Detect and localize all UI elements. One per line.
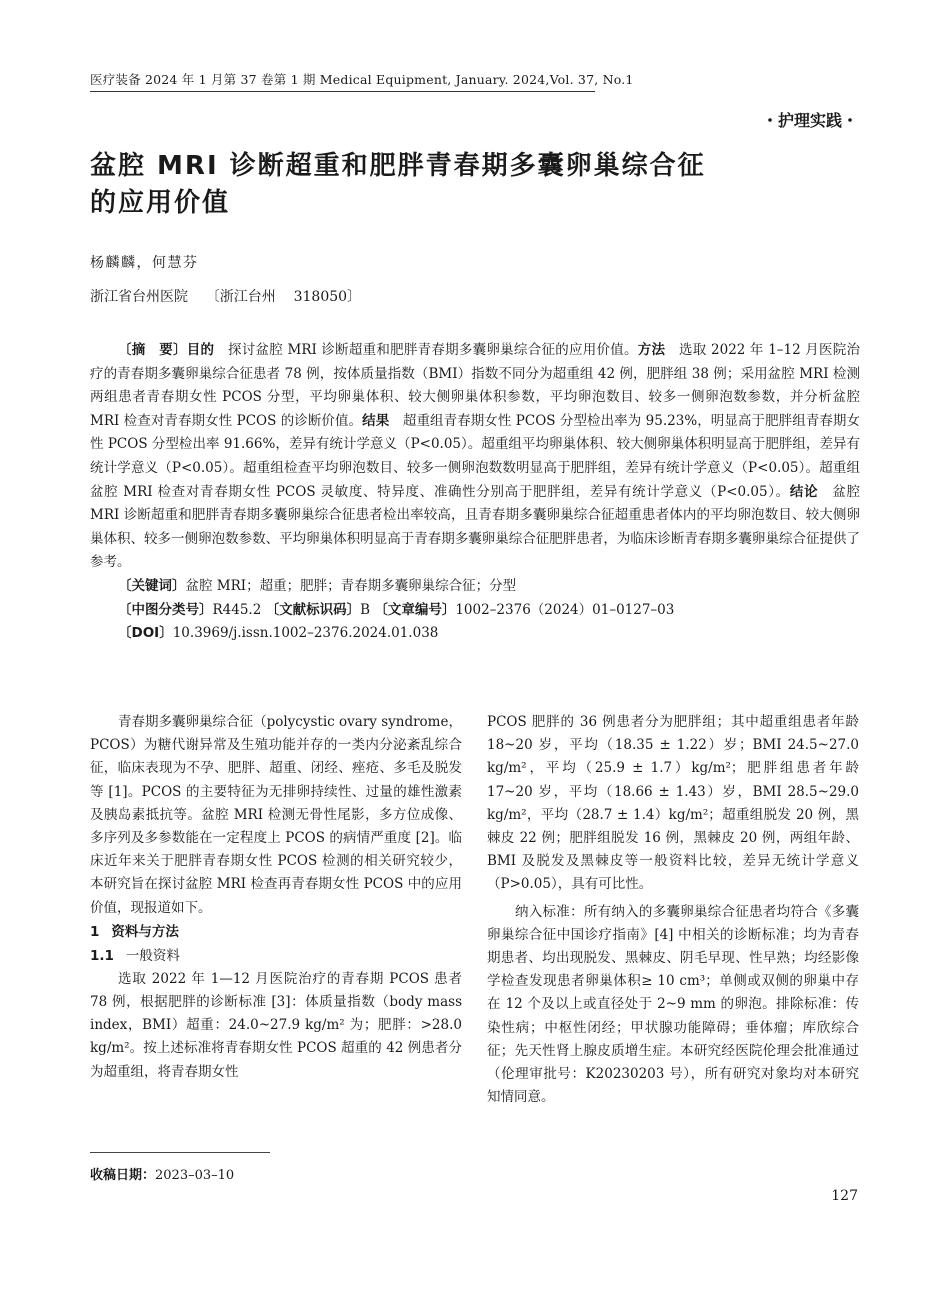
abstract-label: 〔摘 要〕目的 <box>118 342 215 358</box>
keywords: 盆腔 MRI；超重；肥胖；青春期多囊卵巢综合征；分型 <box>185 577 517 594</box>
title-line-2: 的应用价值 <box>90 188 231 218</box>
methods-paragraph: 选取 2022 年 1—12 月医院治疗的青春期 PCOS 患者 78 例，根据肥胖的诊断标准 [3]：体质量指数（body mass index，BMI）超重：24.0~27.9 kg/m² 为；肥胖：>28.0 kg/m²。按上述标准将青春期女性 PCOS 超重的 42 例患者分为超重组，将青春期女性 <box>90 970 462 1080</box>
doccode-value: B <box>360 601 371 618</box>
received-label: 收稿日期： <box>90 1168 156 1183</box>
doi-value: 10.3969/j.issn.1002–2376.2024.01.038 <box>172 625 439 642</box>
header-rule <box>90 91 595 92</box>
authors: 杨麟麟，何慧芬 <box>90 255 199 271</box>
abstract-methods: 选取 2022 年 1–12 月医院治疗的青春期多囊卵巢综合征患者 78 例，按体质量指数（BMI）指数不同分为超重组 42 例，肥胖组 38 例；采用盆腔 MRI 检测两组患者青春期女性 PCOS 分型，平均卵巢体积、较大侧卵巢体积参数，平均卵泡数目、较多一侧卵泡数参数，并分析盆腔 MRI 检查对青春期女性 PCOS 的诊断价值。 <box>90 342 861 429</box>
doccode-label: 〔文献标识码〕 <box>265 601 361 618</box>
title-line-1: 盆腔 MRI 诊断超重和肥胖青春期多囊卵巢综合征 <box>90 151 706 181</box>
criteria-paragraph: 纳入标准：所有纳入的多囊卵巢综合征患者均符合《多囊卵巢综合征中国诊疗指南》[4] 中相关的诊断标准；均为青春期患者、均出现脱发、黑棘皮、阴毛早现、性早熟；均经影像学检查发现患者卵巢体积≥ 10 cm³；单侧或双侧的卵巢中存在 12 个及以上或直径处于 2~9 mm 的卵泡。排除标准：传染性病；中枢性闭经；甲状腺功能障碍；垂体瘤；库欣综合征；先天性肾上腺皮质增生症。本研究经医院伦理会批准通过（伦理审批号：K20230203 号），所有研究对象均对本研究知情同意。 <box>487 903 859 1106</box>
section-heading-1 <box>90 920 462 944</box>
section-title-1: 资料与方法 <box>111 923 179 940</box>
received-date: 2023–03–10 <box>155 1168 235 1183</box>
class-value: R445.2 <box>212 601 262 618</box>
abstract-objective: 探讨盆腔 MRI 诊断超重和肥胖青春期多囊卵巢综合征的应用价值。 <box>214 342 638 358</box>
right-column <box>487 711 859 1109</box>
articleno-value: 1002–2376（2024）01–0127–03 <box>455 601 675 618</box>
classification-line <box>90 599 860 623</box>
footnote-rule <box>90 1152 270 1153</box>
abstract-body <box>90 339 860 575</box>
keywords-line <box>90 575 860 599</box>
abstract-results: 超重组青春期女性 PCOS 分型检出率为 95.23%，明显高于肥胖组青春期女性 PCOS 分型检出率 91.66%，差异有统计学意义（P<0.05）。超重组平均卵巢体积、较大侧卵巢体积明显高于肥胖组，差异有统计学意义（P<0.05）。超重组检查平均卵泡数目、较多一侧卵泡数数明显高于肥胖组，差异有统计学意义（P<0.05）。超重组盆腔 MRI 检查对青春期女性 PCOS 灵敏度、特异度、准确性分别高于肥胖组，差异有统计学意义（P<0.05）。 <box>90 412 861 500</box>
articleno-label: 〔文章编号〕 <box>374 601 456 618</box>
received-date-line <box>90 1164 234 1183</box>
conclusion-label: 结论 <box>789 483 819 500</box>
general-data-paragraph: PCOS 肥胖的 36 例患者分为肥胖组；其中超重组患者年龄 18~20 岁，平均（18.35 ± 1.22）岁；BMI 24.5~27.0 kg/m²，平均（25.9 ± 1.7）kg/m²；肥胖组患者年龄 17~20 岁，平均（18.66 ± 1.43）岁，BMI 28.5~29.0 kg/m²，平均（28.7 ± 1.4）kg/m²；超重组脱发 20 例，黑棘皮 22 例；肥胖组脱发 16 例，黑棘皮 20 例，两组年龄、BMI 及脱发及黑棘皮等一般资料比较，差异无统计学意义（P>0.05），具有可比性。 <box>487 714 859 893</box>
subsection-title-1-1: 一般资料 <box>125 947 180 964</box>
intro-paragraph: 青春期多囊卵巢综合征（polycystic ovary syndrome，PCOS）为糖代谢异常及生殖功能并存的一类内分泌紊乱综合征，临床表现为不孕、肥胖、超重、闭经、痤疮、多毛及脱发等 [1]。PCOS 的主要特征为无排卵持续性、过量的雄性激素及胰岛素抵抗等。盆腔 MRI 检测无骨性尾影，多方位成像、多序列及多参数能在一定程度上 PCOS 的病情严重度 [2]。临床近年来关于肥胖青春期女性 PCOS 检测的相关研究较少，本研究旨在探讨盆腔 MRI 检查再青春期女性 PCOS 中的应用价值，现报道如下。 <box>90 714 462 916</box>
methods-label: 方法 <box>637 342 666 358</box>
abstract <box>90 339 860 646</box>
abstract-conclusion: 盆腔 MRI 诊断超重和肥胖青春期多囊卵巢综合征患者检出率较高，且青春期多囊卵巢综合征超重患者体内的平均卵泡数目、较大侧卵巢体积、较多一侧卵泡数参数、平均卵巢体积明显高于青春期多囊卵巢综合征肥胖患者，为临床诊断青春期多囊卵巢综合征提供了参考。 <box>90 483 861 571</box>
section-tag: ・护理实践・ <box>761 111 858 130</box>
page-number: 127 <box>831 1188 858 1204</box>
section-number-1: 1 <box>90 923 100 940</box>
subsection-heading-1-1 <box>90 944 462 968</box>
doi-label: 〔DOI〕 <box>118 625 173 642</box>
keywords-label: 〔关键词〕 <box>118 577 186 594</box>
journal-header: 医疗装备 2024 年 1 月第 37 卷第 1 期 Medical Equipment, January. 2024,Vol. 37, No.1 <box>90 72 634 87</box>
doi-line <box>90 622 860 646</box>
left-column <box>90 711 462 1084</box>
article-title <box>90 148 810 222</box>
subsection-number-1-1: 1.1 <box>90 947 114 964</box>
results-label: 结果 <box>362 412 390 429</box>
class-label: 〔中图分类号〕 <box>118 601 213 618</box>
affiliation: 浙江省台州医院 〔浙江台州 318050〕 <box>90 289 362 305</box>
